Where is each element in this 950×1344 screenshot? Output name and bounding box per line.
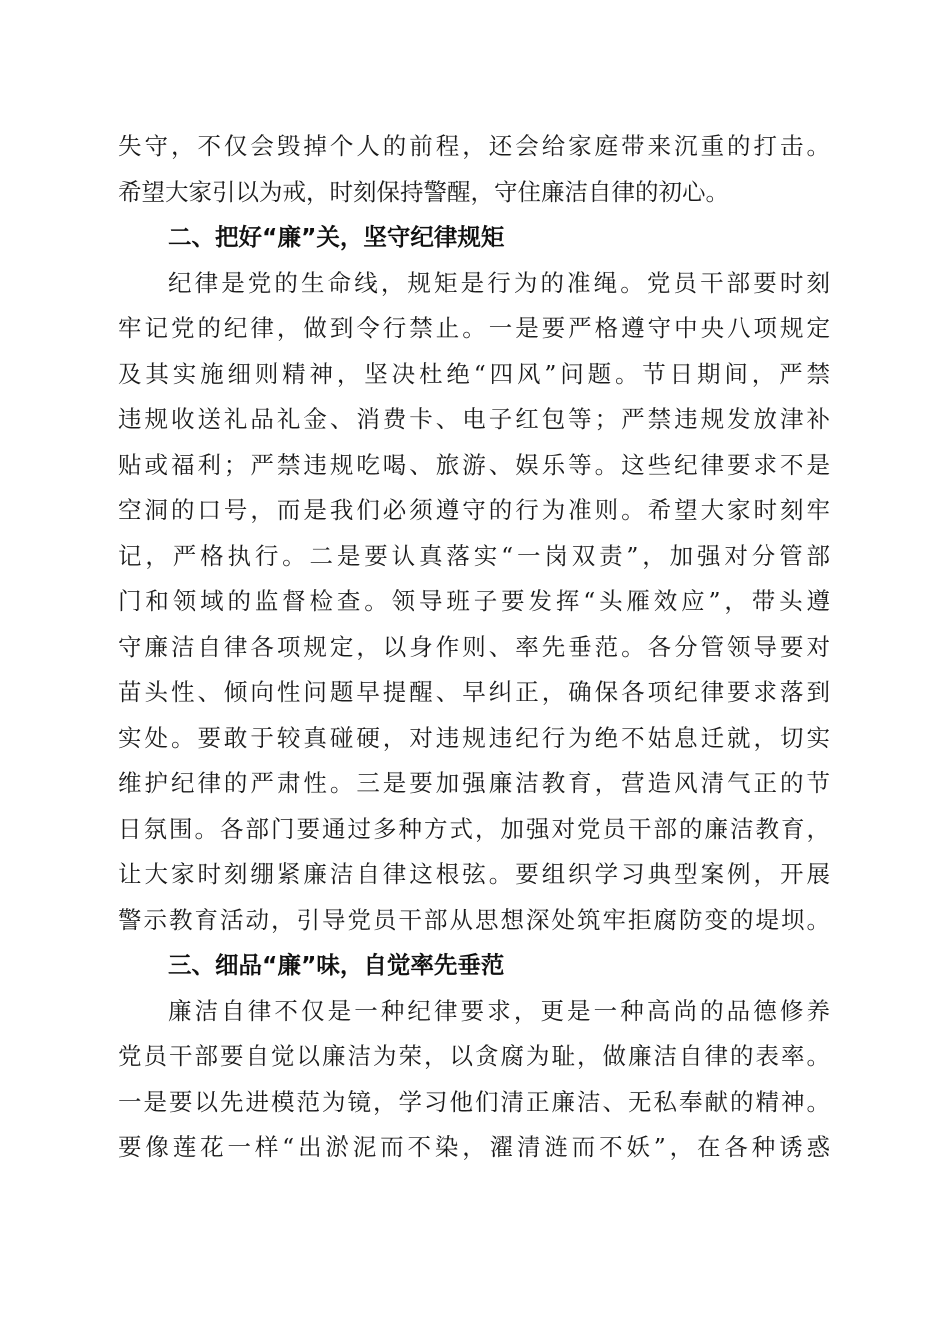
paragraph-line: 守廉洁自律各项规定，以身作则、率先垂范。各分管领导要对 — [118, 632, 830, 661]
paragraph-line: 警示教育活动，引导党员干部从思想深处筑牢拒腐防变的堤坝。 — [118, 905, 830, 934]
paragraph-line: 日氛围。各部门要通过多种方式，加强对党员干部的廉洁教育， — [118, 814, 830, 843]
paragraph-line: 门和领域的监督检查。领导班子要发挥“头雁效应”，带头遵 — [118, 587, 830, 615]
paragraph-line: 牢记党的纪律，做到令行禁止。一是要严格遵守中央八项规定 — [118, 314, 830, 342]
paragraph-line: 党员干部要自觉以廉洁为荣，以贪腐为耻，做廉洁自律的表率。 — [118, 1042, 830, 1070]
paragraph-line: 希望大家引以为戒，时刻保持警醒，守住廉洁自律的初心。 — [118, 177, 729, 206]
paragraph-line: 苗头性、倾向性问题早提醒、早纠正，确保各项纪律要求落到 — [118, 678, 830, 706]
paragraph-line: 廉洁自律不仅是一种纪律要求，更是一种高尚的品德修养 — [168, 996, 830, 1025]
paragraph-line: 记，严格执行。二是要认真落实“一岗双责”，加强对分管部 — [118, 541, 830, 570]
paragraph-line: 违规收送礼品礼金、消费卡、电子红包等；严禁违规发放津补 — [118, 405, 830, 433]
section-heading: 三、细品“廉”味，自觉率先垂范 — [168, 951, 505, 979]
section-heading: 二、把好“廉”关，坚守纪律规矩 — [168, 223, 505, 251]
paragraph-line: 空洞的口号，而是我们必须遵守的行为准则。希望大家时刻牢 — [118, 496, 830, 524]
paragraph-line: 及其实施细则精神，坚决杜绝“四风”问题。节日期间，严禁 — [118, 359, 830, 388]
paragraph-line: 让大家时刻绷紧廉洁自律这根弦。要组织学习典型案例，开展 — [118, 860, 830, 888]
document-body — [118, 124, 830, 1171]
paragraph-line: 失守，不仅会毁掉个人的前程，还会给家庭带来沉重的打击。 — [118, 132, 830, 160]
paragraph-line: 要像莲花一样“出淤泥而不染，濯清涟而不妖”，在各种诱惑 — [118, 1133, 830, 1161]
paragraph-line: 实处。要敢于较真碰硬，对违规违纪行为绝不姑息迁就，切实 — [118, 723, 830, 752]
paragraph-line: 维护纪律的严肃性。三是要加强廉洁教育，营造风清气正的节 — [118, 769, 830, 797]
paragraph-line: 贴或福利；严禁违规吃喝、旅游、娱乐等。这些纪律要求不是 — [118, 450, 830, 479]
paragraph-line: 一是要以先进模范为镜，学习他们清正廉洁、无私奉献的精神。 — [118, 1087, 830, 1116]
paragraph-line: 纪律是党的生命线，规矩是行为的准绳。党员干部要时刻 — [168, 268, 830, 297]
